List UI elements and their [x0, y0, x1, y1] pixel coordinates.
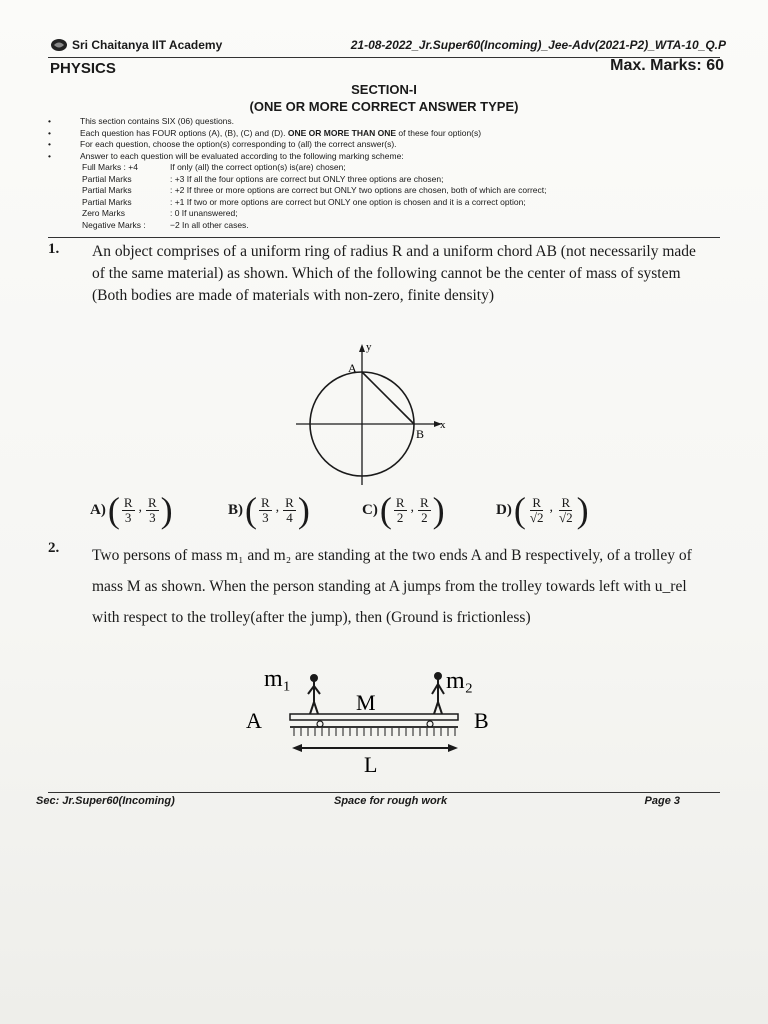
scheme-label: Partial Marks — [82, 173, 132, 184]
fraction — [528, 496, 546, 525]
numerator: R — [420, 494, 429, 510]
fraction — [122, 496, 135, 525]
option-c[interactable]: C) ( $\frac{R}{2}$ , $\frac{R}{2}$ ) — [362, 490, 445, 530]
trolley-wheel-icon — [317, 721, 323, 727]
numerator: R — [285, 494, 294, 510]
scheme-label: Full Marks : +4 — [82, 162, 138, 172]
instruction-text: of these four option(s) — [398, 127, 482, 138]
length-label: L — [364, 752, 378, 777]
scheme-label: Partial Marks — [82, 196, 132, 207]
page-header — [50, 38, 726, 56]
instruction-text: Answer to each question will be evaluated according to the following marking scheme: — [80, 150, 404, 161]
footer-rough-work: Space for rough work — [334, 795, 448, 807]
instructions — [48, 116, 708, 231]
instruction-emphasis: ONE OR MORE THAN ONE — [287, 127, 397, 138]
instruction-bullet: • This section contains SIX (06) questions. — [48, 116, 235, 126]
fraction — [283, 496, 296, 525]
question-number: 2. — [48, 540, 60, 556]
x-axis-label: x — [440, 419, 446, 431]
denominator: √2 — [558, 509, 573, 525]
m2-label: m₂ — [446, 668, 474, 694]
scheme-row — [82, 185, 708, 197]
fraction — [259, 496, 272, 525]
scheme-label: Negative Marks : — [82, 219, 146, 230]
scheme-row — [82, 174, 708, 186]
numerator: R — [395, 494, 405, 510]
instruction-bullet: • Each question has FOUR options (A), (B), (C) and (D). ONE OR MORE THAN ONE of these four option(s) — [48, 127, 482, 138]
option-letter: C) — [362, 501, 378, 518]
numerator: R — [123, 494, 133, 510]
fraction — [557, 496, 575, 525]
numerator: R — [148, 494, 157, 510]
footer-section-code: Sec: Jr.Super60(Incoming) — [36, 795, 175, 807]
scheme-text: : +3 If all the four options are correct but ONLY three options are chosen; — [170, 173, 444, 184]
fraction — [418, 496, 431, 525]
scheme-text: : +1 If two or more options are correct but ONLY one option is chosen and it is a correct option; — [170, 196, 526, 207]
instruction-text: For each question, choose the option(s) corresponding to (all) the correct answer(s). — [80, 139, 397, 149]
numerator: R — [532, 494, 541, 510]
scheme-row — [82, 208, 708, 220]
institute-logo-icon — [50, 38, 68, 52]
question-text: Two persons of mass m₁ and m₂ are standing at the two ends A and B respectively, of a trolley of mass M as shown. When the person standing at A jumps from the trolley towards left with u_rel with respect to the trolley(after the jump), then (Ground is frictionless) — [92, 547, 692, 626]
instruction-text: Each question has FOUR options (A), (B), (C) and (D). — [80, 127, 286, 138]
numerator: R — [561, 494, 571, 510]
footer-divider — [48, 792, 720, 793]
fraction — [146, 496, 159, 525]
end-a-label: A — [246, 708, 262, 733]
end-b-label: B — [474, 708, 489, 733]
option-b[interactable]: B) ( $\frac{R}{3}$ , $\frac{R}{4}$ ) — [228, 490, 310, 530]
marking-scheme — [48, 162, 708, 231]
numerator: R — [261, 494, 270, 510]
ring-chord-figure — [290, 340, 460, 490]
denominator: 2 — [421, 509, 428, 525]
person-m2-icon — [432, 673, 444, 714]
denominator: 4 — [286, 509, 293, 525]
trolley-wheel-icon — [427, 721, 433, 727]
denominator: 2 — [396, 509, 404, 525]
instruction-bullet: • Answer to each question will be evaluated according to the following marking scheme: — [48, 150, 404, 161]
fraction — [394, 496, 407, 525]
answer-type: (ONE OR MORE CORRECT ANSWER TYPE) — [249, 99, 519, 114]
scheme-label: Zero Marks — [82, 208, 125, 218]
denominator: √2 — [529, 509, 544, 525]
denominator: 3 — [124, 509, 132, 525]
m1-label: m₁ — [264, 666, 292, 692]
instruction-text: This section contains SIX (06) questions. — [80, 116, 235, 126]
option-letter: A) — [90, 501, 106, 518]
scheme-row — [82, 162, 708, 174]
scheme-text: −2 In all other cases. — [170, 219, 249, 230]
instruction-bullet: • For each question, choose the option(s) corresponding to (all) the correct answer(s). — [48, 139, 397, 149]
scheme-text: : 0 If unanswered; — [170, 208, 238, 218]
length-arrow-icon — [292, 744, 458, 752]
paper-code: 21-08-2022_Jr.Super60(Incoming)_Jee-Adv(2021-P2)_WTA-10_Q.P — [350, 38, 726, 52]
section-title: SECTION-I — [351, 82, 417, 97]
option-a[interactable]: A) ( $\frac{R}{3}$ , $\frac{R}{3}$ ) — [90, 490, 173, 530]
denominator: 3 — [262, 509, 269, 525]
question-number: 1. — [48, 241, 60, 257]
option-letter: B) — [228, 501, 243, 518]
max-marks: Max. Marks: 60 — [610, 57, 724, 74]
scheme-text: : +2 If three or more options are correct but ONLY two options are chosen, both of which are correct; — [170, 185, 547, 195]
ground-hatching — [294, 728, 455, 736]
institute-name: Sri Chaitanya IIT Academy — [72, 38, 223, 52]
trolley-figure — [240, 660, 510, 780]
subject-title: PHYSICS — [50, 60, 116, 77]
point-a-label: A — [348, 361, 357, 375]
person-m1-icon — [308, 675, 320, 714]
question-text: An object comprises of a uniform ring of radius R and a uniform chord AB (not necessarily made of the same material) as shown. Which of the following cannot be the center of mass of system (Both bodies are made of materials with non-zero, finite density) — [92, 243, 696, 304]
scheme-row — [82, 220, 708, 232]
denominator: 3 — [149, 509, 156, 525]
institute-brand — [50, 38, 222, 52]
page-number: Page 3 — [644, 795, 680, 807]
trolley-mass-label: M — [356, 690, 376, 715]
scheme-label: Partial Marks — [82, 185, 132, 195]
point-b-label: B — [416, 427, 425, 441]
instructions-divider — [48, 237, 720, 238]
scheme-text: If only (all) the correct option(s) is(are) chosen; — [170, 162, 346, 172]
y-axis-label: y — [366, 341, 372, 353]
option-letter: D) — [496, 501, 512, 518]
option-d[interactable]: D) ( $\frac{R}{√2}$ , $\frac{R}{√2}$ ) — [496, 490, 589, 530]
scheme-row — [82, 197, 708, 209]
